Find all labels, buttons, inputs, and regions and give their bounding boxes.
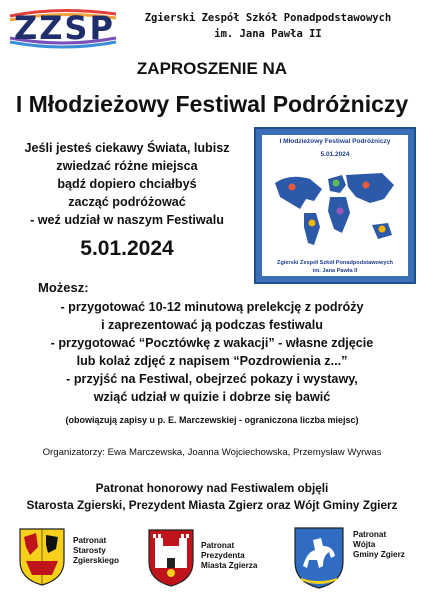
list-item: - przygotować 10-12 minutową prelekcję z podróży <box>60 300 364 314</box>
commune-crest-icon <box>293 526 345 590</box>
patronage-line-2: Starosta Zgierski, Prezydent Miasta Zgierz oraz Wójt Gminy Zgierz <box>26 498 398 512</box>
patron-line: Gminy Zgierz <box>353 550 405 559</box>
patronage-heading <box>0 480 424 514</box>
patronage-line-1: Patronat honorowy nad Festiwalem objęli <box>95 481 329 495</box>
intro-text <box>22 139 232 229</box>
festival-card <box>254 127 416 284</box>
card-school-line-2: im. Jana Pawła II <box>312 268 358 274</box>
city-crest-icon <box>147 528 195 588</box>
patron-line: Wójta <box>353 540 376 549</box>
can-heading: Możesz: <box>38 280 89 295</box>
map-pin-icon <box>363 182 370 189</box>
card-date: 5.01.2024 <box>320 151 350 158</box>
organizers: Organizatorzy: Ewa Marczewska, Joanna Wojciechowska, Przemysław Wyrwas <box>42 447 382 458</box>
logo-text: ZZSP <box>14 9 115 47</box>
intro-line: zwiedzać różne miejsca <box>56 159 198 173</box>
intro-line: Jeśli jesteś ciekawy Świata, lubisz <box>24 141 230 155</box>
patron-line: Patronat <box>201 541 235 550</box>
event-date: 5.01.2024 <box>80 237 174 260</box>
list-item: i zaprezentować ją podczas festiwalu <box>101 318 323 332</box>
festival-title: I Młodzieżowy Festiwal Podróżniczy <box>15 91 409 117</box>
patron-line: Zgierskiego <box>73 556 119 565</box>
map-pin-icon <box>289 184 296 191</box>
registration-note: (obowiązują zapisy u p. E. Marczewskiej - ograniczona liczba miejsc) <box>65 415 359 425</box>
map-pin-icon <box>337 208 344 215</box>
intro-line: zacząć podróżować <box>68 195 186 209</box>
patron-line: Miasta Zgierza <box>201 561 258 570</box>
map-pin-icon <box>379 226 386 233</box>
list-item: wziąć udział w quizie i dobrze się bawić <box>93 390 331 404</box>
can-list <box>0 298 424 406</box>
patron-line: Starosty <box>73 546 106 555</box>
card-school <box>262 259 408 275</box>
county-crest-icon <box>18 527 66 587</box>
patron-label-county <box>73 536 119 566</box>
card-school-line-1: Zgierski Zespół Szkół Ponadpodstawowych <box>277 260 393 266</box>
list-item: - przyjść na Festiwal, obejrzeć pokazy i wystawy, <box>66 372 358 386</box>
school-logo <box>8 8 120 50</box>
intro-line: bądź dopiero chciałbyś <box>57 177 197 191</box>
list-item: - przygotować “Pocztówkę z wakacji” - własne zdjęcie <box>50 336 374 350</box>
list-item: lub kolaż zdjęć z napisem “Pozdrowienia z...” <box>76 354 348 368</box>
card-title: I Młodzieżowy Festiwal Podróżniczy <box>279 138 391 145</box>
patron-label-city <box>201 541 257 571</box>
school-name <box>118 10 418 42</box>
patron-line: Patronat <box>73 536 107 545</box>
invitation-heading: ZAPROSZENIE NA <box>136 59 288 78</box>
school-line-1: Zgierski Zespół Szkół Ponadpodstawowych <box>144 12 392 24</box>
patron-line: Patronat <box>353 530 387 539</box>
patron-line: Prezydenta <box>201 551 245 560</box>
intro-line: - weź udział w naszym Festiwalu <box>30 213 224 227</box>
world-map-icon <box>270 163 400 255</box>
festival-card-inner <box>262 135 408 276</box>
map-pin-icon <box>309 220 316 227</box>
map-pin-icon <box>333 180 340 187</box>
school-line-2: im. Jana Pawła II <box>214 28 322 40</box>
patron-label-commune <box>353 530 405 560</box>
